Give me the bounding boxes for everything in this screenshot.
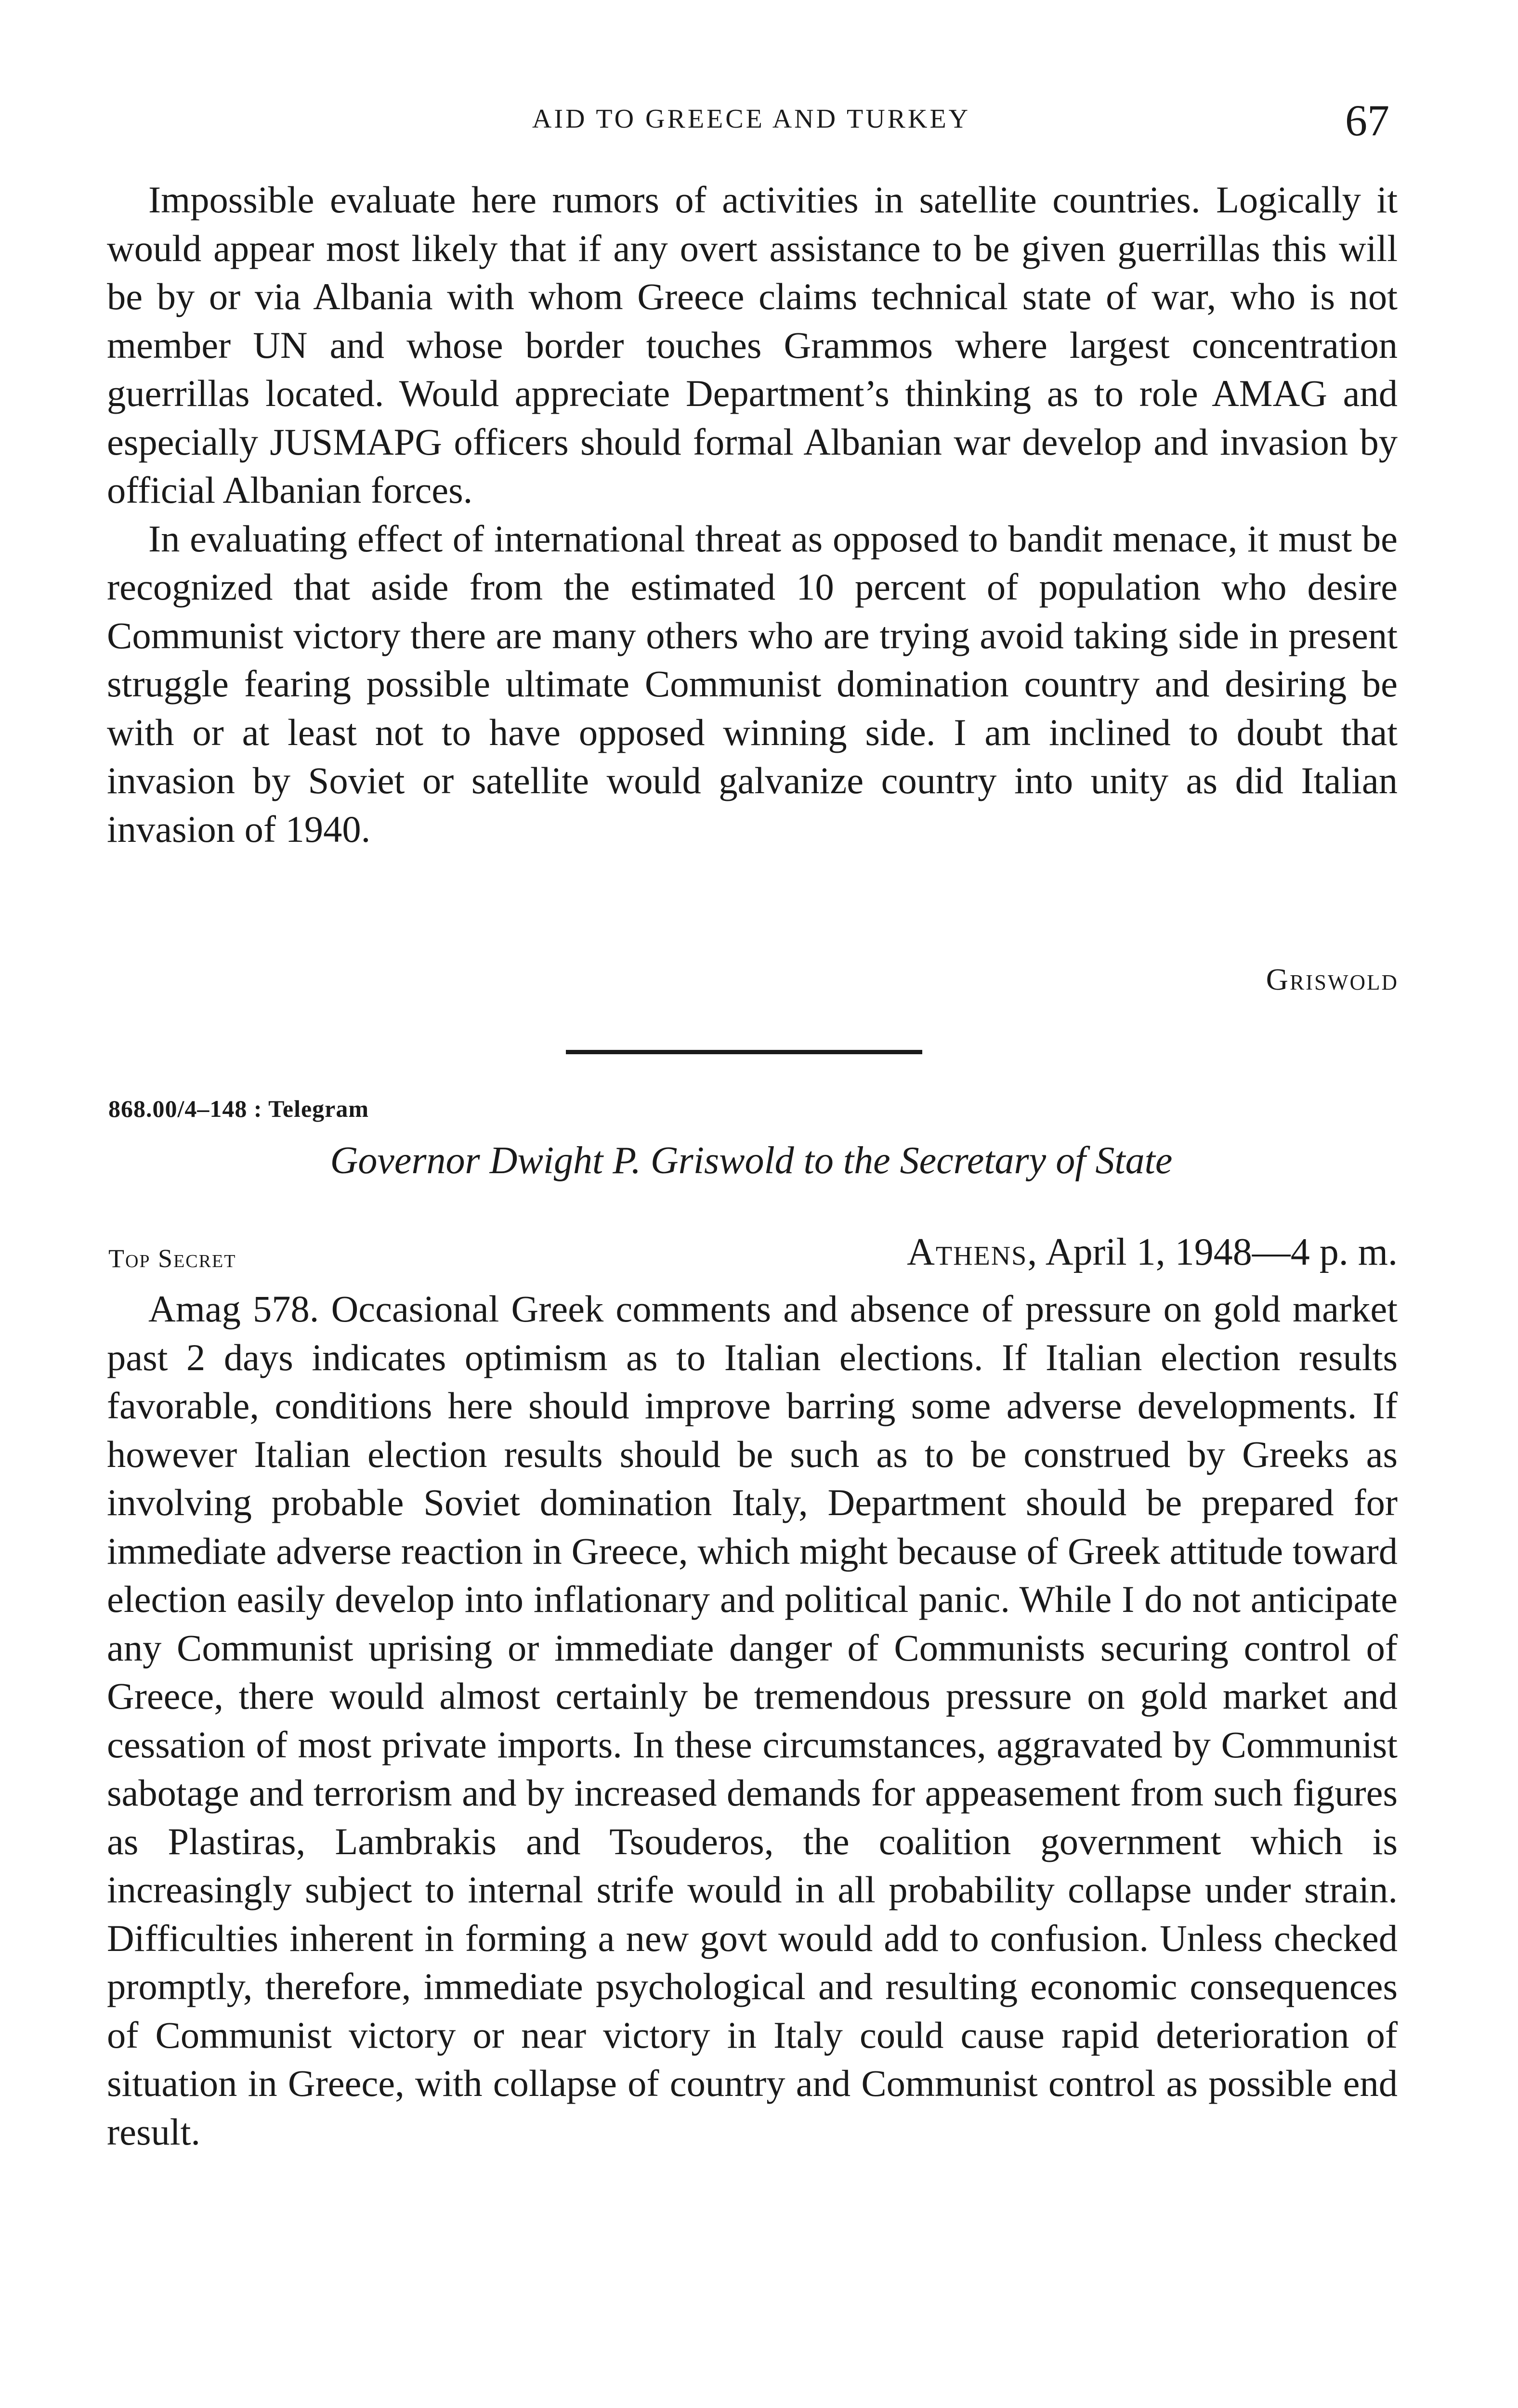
page-number: 67 (1345, 96, 1389, 145)
file-reference: 868.00/4–148 : Telegram (108, 1095, 369, 1122)
running-title: AID TO GREECE AND TURKEY (532, 104, 971, 134)
document-heading: Governor Dwight P. Griswold to the Secretary of State (330, 1139, 1173, 1182)
body-paragraph: In evaluating effect of international threat as opposed to bandit menace, it must be recognized that aside from the estimated 10 percent of population who desire Communist victory there are many others who are trying avoid taking side in present struggle fearing possible ultimate Communist domination country and desiring be with or at least not to have opposed winning side. I am inclined to doubt that invasion by Soviet or satellite would galvanize country into unity as did Italian invasion of 1940. (107, 517, 1398, 850)
classification-label: Top Secret (108, 1244, 236, 1273)
body-paragraph: Impossible evaluate here rumors of activities in satellite countries. Logically it would appear most likely that if any overt assistance to be given guerrillas this will be by or via Albania with whom Greece claims technical state of war, who is not member UN and whose border touches Grammos where largest concentration guerrillas located. Would appreciate Department’s thinking as to role AMAG and especially JUSMAPG officers should formal Albanian war develop and invasion by official Albanian forces. (107, 179, 1398, 511)
signature: Griswold (1266, 962, 1399, 996)
body-paragraph: Amag 578. Occasional Greek comments and absence of pressure on gold market past 2 days indicates optimism as to Italian elections. If Italian election results favorable, conditions here should improve barring some adverse developments. If however Italian election results should be such as to be construed by Greeks as involving probable Soviet domination Italy, Department should be prepared for immediate adverse reaction in Greece, which might because of Greek attitude toward election easily develop into inflationary and political panic. While I do not anticipate any Communist uprising or immediate danger of Communists securing control of Greece, there would almost certainly be tremendous pressure on gold market and cessation of most private imports. In these circumstances, aggravated by Communist sabotage and terrorism and by increased demands for appeasement from such figures as Plastiras, Lambrakis and Tsouderos, the coalition government which is increasingly subject to internal strife would in all probability collapse under strain. Difficulties inherent in forming a new govt would add to confusion. Unless checked promptly, therefore, immediate psychological and resulting economic consequences of Communist victory or near victory in Italy could cause rapid deterioration of situation in Greece, with collapse of country and Communist control as possible end result. (107, 1288, 1398, 2153)
telegram-body-continued (107, 176, 1398, 853)
place-date-line (907, 1230, 1398, 1274)
place-name: Athens, (907, 1231, 1038, 1273)
telegram-body (107, 1285, 1398, 2156)
running-header (106, 96, 1397, 152)
date-time: April 1, 1948—4 p. m. (1045, 1231, 1398, 1273)
section-divider (566, 1050, 922, 1054)
